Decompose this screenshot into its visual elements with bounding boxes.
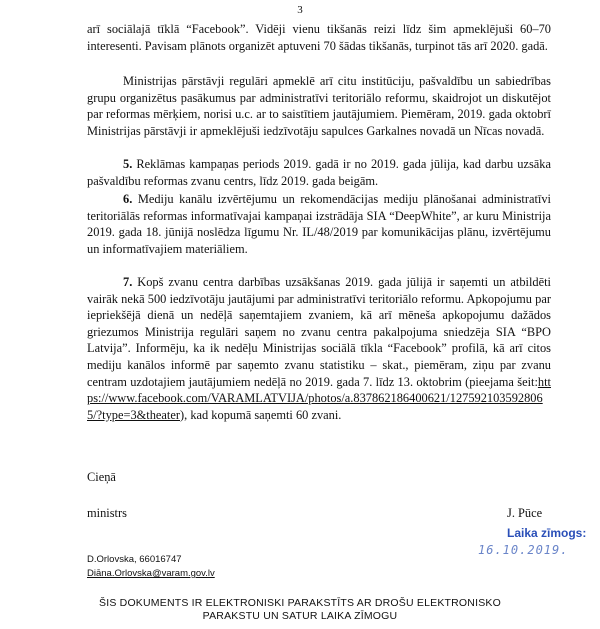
footer-line: ŠIS DOKUMENTS IR ELEKTRONISKI PARAKSTĪTS AR DROŠU ELEKTRONISKO [99, 597, 501, 609]
paragraph-body: Reklāmas kampaņas periods 2019. gadā ir no 2019. gada jūlija, kad darbu uzsāka pašvaldību reformas zvanu centrs, līdz 2019. gada beigām. [87, 157, 551, 188]
paragraph-number: 5. [123, 157, 133, 171]
paragraph-ministry-events [87, 73, 551, 139]
paragraph-text: Ministrijas pārstāvji regulāri apmeklē arī citu institūciju, pašvaldību un sabiedrības grupu organizētus pasākumus par administratīvi teritoriālo reformu, skaidrojot un diskutējot par reformas mērķiem, norisi u.c. ar to saistītiem jautājumiem. Piemēram, 2019. gada oktobrī Ministrijas pārstāvji ir apmeklējuši iedzīvotāju sapulces Garkalnes novadā un Nīcas novadā. [87, 74, 551, 138]
paragraph-number: 6. [123, 192, 133, 206]
footer-notice [0, 597, 600, 623]
paragraph-continuation [87, 21, 551, 54]
paragraph-7 [87, 274, 551, 423]
timestamp-label: Laika zīmogs: [507, 526, 587, 540]
paragraph-number: 7. [123, 275, 133, 289]
paragraph-body-end: ), kad kopumā saņemti 60 zvani. [180, 407, 342, 422]
paragraph-text [87, 191, 551, 257]
paragraph-5 [87, 156, 551, 189]
signer-name: J. Pūce [507, 506, 543, 520]
paragraph-text: arī sociālajā tīklā “Facebook”. Vidēji vienu tikšanās reizi līdz šim apmeklējuši 60–70 interesenti. Pavisam plānots organizēt aptuveni 70 šādas tikšanās, turpinot tās arī 2020. gadā. [87, 22, 551, 53]
timestamp-date: 16.10.2019. [478, 543, 569, 557]
paragraph-text [87, 274, 551, 423]
closing-salutation: Cieņā [87, 470, 116, 484]
paragraph-6 [87, 191, 551, 257]
footer-line: PARAKSTU UN SATUR LAIKA ZĪMOGU [202, 610, 398, 622]
paragraph-body: Kopš zvanu centra darbības uzsākšanas 2019. gada jūlijā ir saņemti un atbildēti vairāk nekā 500 iedzīvotāju jautājumi par administratīvi teritoriālo reformu. Apkopojumu par iepriekšējā dienā un nedēļā saņemtajiem zvaniem, kā arī mēneša apkopojumu dažādos griezumos Ministrija regulāri saņem no zvanu centra pakalpojuma sniedzēja SIA “BPO Latvija”. Informēju, ka ik nedēļu Ministrijas sociālā tīkla “Facebook” profilā, kā arī citos mediju kanālos informē par saņemto zvanu statistiku – skat., piemēram, ziņu par zvanu centram uzdotajiem jautājumiem nedēļā no 2019. gada 7. līdz 13. oktobrim (pieejama šeit: [87, 275, 551, 389]
signer-role: ministrs [87, 506, 127, 520]
paragraph-body: Mediju kanālu izvērtējumu un rekomendācijas mediju plānošanai administratīvi teritoriālās reformas informatīvajai kampaņai izstrādāja SIA “DeepWhite”, ar kuru Ministrija 2019. gada 18. jūnijā noslēdza līgumu Nr. IL/48/2019 par komunikācijas plānu, izvērtējumu un informatīvajiem materiāliem. [87, 192, 551, 256]
contact-email-link[interactable]: Diāna.Orlovska@varam.gov.lv [87, 568, 215, 579]
contact-name: D.Orlovska, 66016747 [87, 554, 182, 565]
paragraph-text [87, 156, 551, 189]
page-number: 3 [297, 4, 303, 16]
facebook-photo-link[interactable]: https://www.facebook.com/VARAMLATVIJA/photos/a.837862186400621/1275921035928065/?type=3&theater [87, 374, 551, 422]
